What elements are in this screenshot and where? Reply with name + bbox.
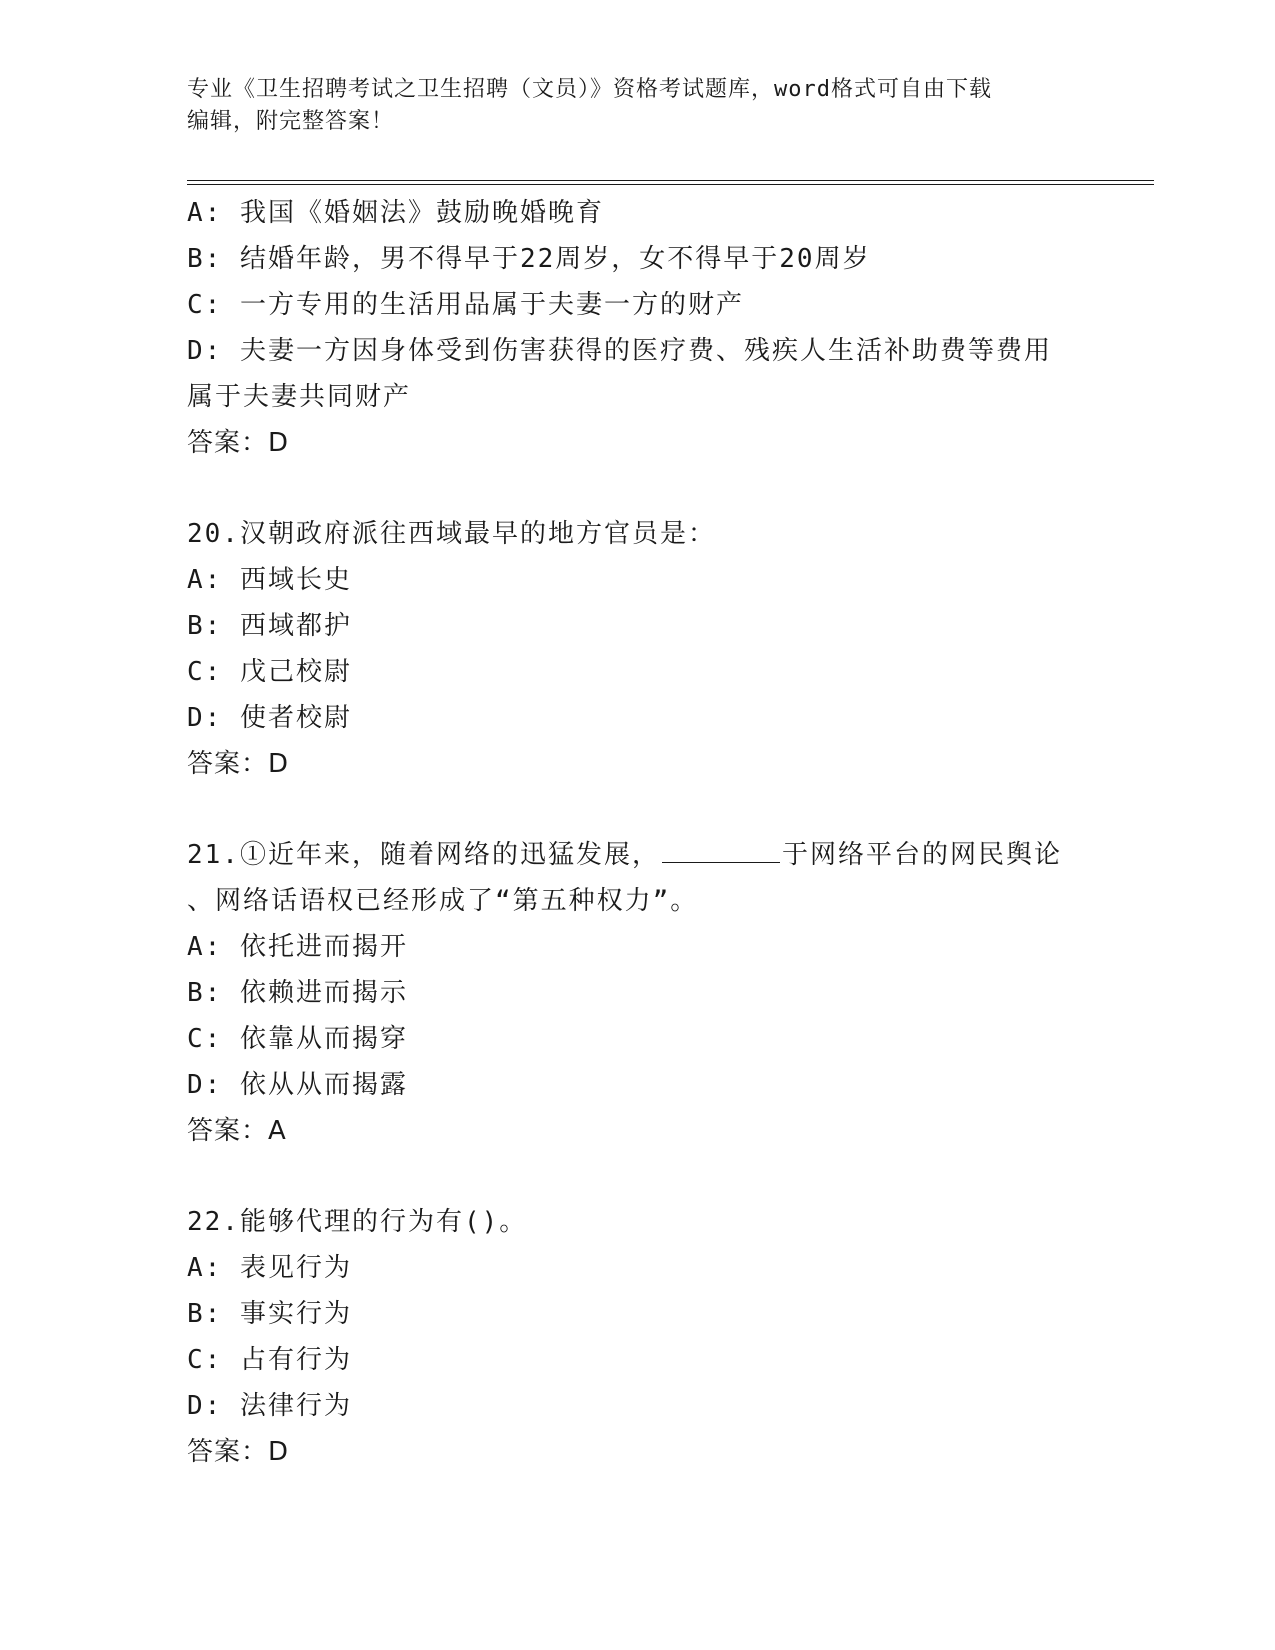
option-b: B: 结婚年龄，男不得早于22周岁，女不得早于20周岁	[187, 244, 871, 274]
option-a: A: 表见行为	[187, 1253, 352, 1283]
header-line-1: 专业《卫生招聘考试之卫生招聘（文员）》资格考试题库，word格式可自由下载	[187, 77, 992, 102]
document-header	[187, 74, 1067, 138]
question-title-continued: 、网络话语权已经形成了“第五种权力”。	[187, 886, 699, 916]
option-b: B: 依赖进而揭示	[187, 978, 408, 1008]
option-d-continued: 属于夫妻共同财产	[187, 382, 412, 412]
question-list	[187, 190, 1087, 1475]
option-c: C: 占有行为	[187, 1345, 352, 1375]
question-22	[187, 1199, 1087, 1475]
option-d: D: 夫妻一方因身体受到伤害获得的医疗费、残疾人生活补助费等费用	[187, 336, 1052, 366]
answer: 答案：A	[187, 1116, 287, 1146]
question-21	[187, 832, 1087, 1154]
option-a: A: 西域长史	[187, 565, 352, 595]
option-a: A: 依托进而揭开	[187, 932, 408, 962]
question-title: 22.能够代理的行为有()。	[187, 1207, 528, 1237]
header-rule-bottom	[187, 184, 1154, 185]
answer: 答案：D	[187, 428, 290, 458]
option-c: C: 戊己校尉	[187, 657, 352, 687]
option-d: D: 使者校尉	[187, 703, 352, 733]
option-c: C: 依靠从而揭穿	[187, 1024, 408, 1054]
question-title	[187, 832, 1087, 878]
option-c: C: 一方专用的生活用品属于夫妻一方的财产	[187, 290, 744, 320]
answer: 答案：D	[187, 1437, 290, 1467]
question-20	[187, 511, 1087, 787]
option-a: A: 我国《婚姻法》鼓励晚婚晚育	[187, 198, 604, 228]
option-d: D: 法律行为	[187, 1391, 352, 1421]
question-title-end: 于网络平台的网民舆论	[781, 840, 1062, 870]
fill-in-blank	[662, 842, 780, 863]
question-title: 20.汉朝政府派往西域最早的地方官员是：	[187, 519, 716, 549]
option-b: B: 事实行为	[187, 1299, 352, 1329]
question-19	[187, 190, 1087, 466]
header-line-2: 编辑，附完整答案！	[187, 109, 395, 134]
option-b: B: 西域都护	[187, 611, 352, 641]
answer: 答案：D	[187, 749, 290, 779]
question-title-start: 21.①近年来，随着网络的迅猛发展，	[187, 840, 660, 870]
header-rule-top	[187, 180, 1154, 181]
option-d: D: 依从从而揭露	[187, 1070, 408, 1100]
